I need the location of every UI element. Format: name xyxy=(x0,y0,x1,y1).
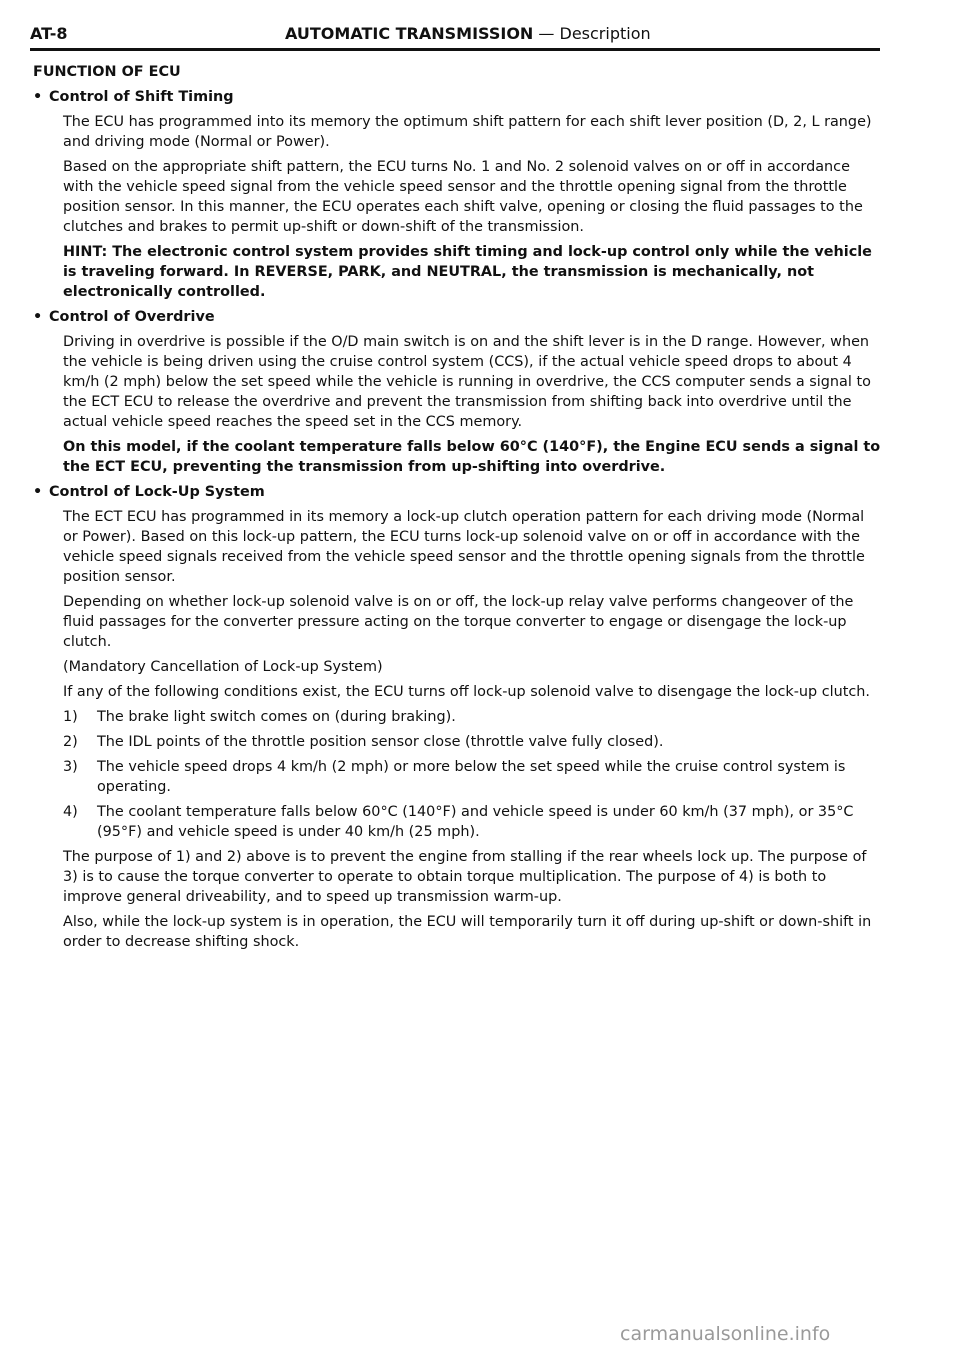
list-item-text: The coolant temperature falls below 60°C (140°F) and vehicle speed is under 60 km/h (37 mph), or 35°C (95°F) and vehicle speed is under 40 km/h (25 mph). xyxy=(97,804,854,840)
document-body xyxy=(33,62,883,957)
list-item-number: 3) xyxy=(63,759,78,775)
bullet-icon: • xyxy=(33,309,43,325)
shift-timing-paragraph-1: The ECU has programmed into its memory the optimum shift pattern for each shift lever position (D, 2, L range) and driving mode (Normal or Power). xyxy=(63,114,872,150)
list-item xyxy=(63,757,883,797)
list-item xyxy=(63,802,883,842)
list-item-text: The vehicle speed drops 4 km/h (2 mph) or more below the set speed while the cruise control system is operating. xyxy=(97,759,846,795)
list-item xyxy=(63,707,883,727)
lockup-paragraph-4: If any of the following conditions exist, the ECU turns off lock-up solenoid valve to disengage the lock-up clutch. xyxy=(63,684,870,700)
lockup-paragraph-1: The ECT ECU has programmed in its memory a lock-up clutch operation pattern for each driving mode (Normal or Power). Based on this lock-up pattern, the ECU turns lock-up solenoid valve on or off in accordance with the vehicle speed signals received from the vehicle speed sensor and the throttle opening signals from the throttle position sensor. xyxy=(63,509,865,585)
list-item-text: The IDL points of the throttle position sensor close (throttle valve fully closed). xyxy=(97,734,664,750)
lockup-paragraph-5: The purpose of 1) and 2) above is to prevent the engine from stalling if the rear wheels lock up. The purpose of 3) is to cause the torque converter to operate to obtain torque multiplication. The purpose of 4) is both to improve general driveability, and to speed up transmission warm-up. xyxy=(63,849,867,905)
overdrive-paragraph-2: On this model, if the coolant temperature falls below 60°C (140°F), the Engine ECU sends a signal to the ECT ECU, preventing the transmission from up-shifting into overdrive. xyxy=(63,439,881,475)
lockup-heading-text: Control of Lock-Up System xyxy=(49,484,265,500)
page-title-main: AUTOMATIC TRANSMISSION xyxy=(285,24,534,43)
bullet-icon: • xyxy=(33,89,43,105)
page-header xyxy=(30,22,880,51)
page-number: AT-8 xyxy=(30,24,68,43)
shift-timing-heading-text: Control of Shift Timing xyxy=(49,89,234,105)
shift-timing-hint: HINT: The electronic control system provides shift timing and lock-up control only while the vehicle is traveling forward. In REVERSE, PARK, and NEUTRAL, the transmission is mechanically, not electronically controlled. xyxy=(63,244,872,300)
bullet-icon: • xyxy=(33,484,43,500)
overdrive-paragraph-1: Driving in overdrive is possible if the O/D main switch is on and the shift lever is in the D range. However, when the vehicle is being driven using the cruise control system (CCS), if the actual vehicle speed drops to about 4 km/h (2 mph) below the set speed while the vehicle is running in overdrive, the CCS computer sends a signal to the ECT ECU to release the overdrive and prevent the transmission from shifting back into overdrive until the actual vehicle speed reaches the speed set in the CCS memory. xyxy=(63,334,871,430)
lockup-heading xyxy=(33,482,883,502)
shift-timing-paragraph-2: Based on the appropriate shift pattern, the ECU turns No. 1 and No. 2 solenoid valves on or off in accordance with the vehicle speed signal from the vehicle speed sensor and the throttle opening signal from the throttle position sensor. In this manner, the ECU operates each shift valve, opening or closing the fluid passages to the clutches and brakes to permit up-shift or down-shift of the transmission. xyxy=(63,159,863,235)
list-item-text: The brake light switch comes on (during braking). xyxy=(97,709,456,725)
lockup-paragraph-3: (Mandatory Cancellation of Lock-up System) xyxy=(63,659,383,675)
list-item-number: 4) xyxy=(63,804,78,820)
watermark: carmanualsonline.info xyxy=(620,1323,831,1345)
page-title-separator: — xyxy=(533,24,560,43)
section-title: FUNCTION OF ECU xyxy=(33,64,181,80)
page-title-sub: Description xyxy=(559,24,651,43)
page-title xyxy=(285,24,651,43)
list-item xyxy=(63,732,883,752)
list-item-number: 2) xyxy=(63,734,78,750)
lockup-paragraph-6: Also, while the lock-up system is in operation, the ECU will temporarily turn it off during up-shift or down-shift in order to decrease shifting shock. xyxy=(63,914,872,950)
shift-timing-heading xyxy=(33,87,883,107)
overdrive-heading xyxy=(33,307,883,327)
list-item-number: 1) xyxy=(63,709,78,725)
lockup-paragraph-2: Depending on whether lock-up solenoid valve is on or off, the lock-up relay valve performs changeover of the fluid passages for the converter pressure acting on the torque converter to engage or disengage the lock-up clutch. xyxy=(63,594,854,650)
overdrive-heading-text: Control of Overdrive xyxy=(49,309,215,325)
